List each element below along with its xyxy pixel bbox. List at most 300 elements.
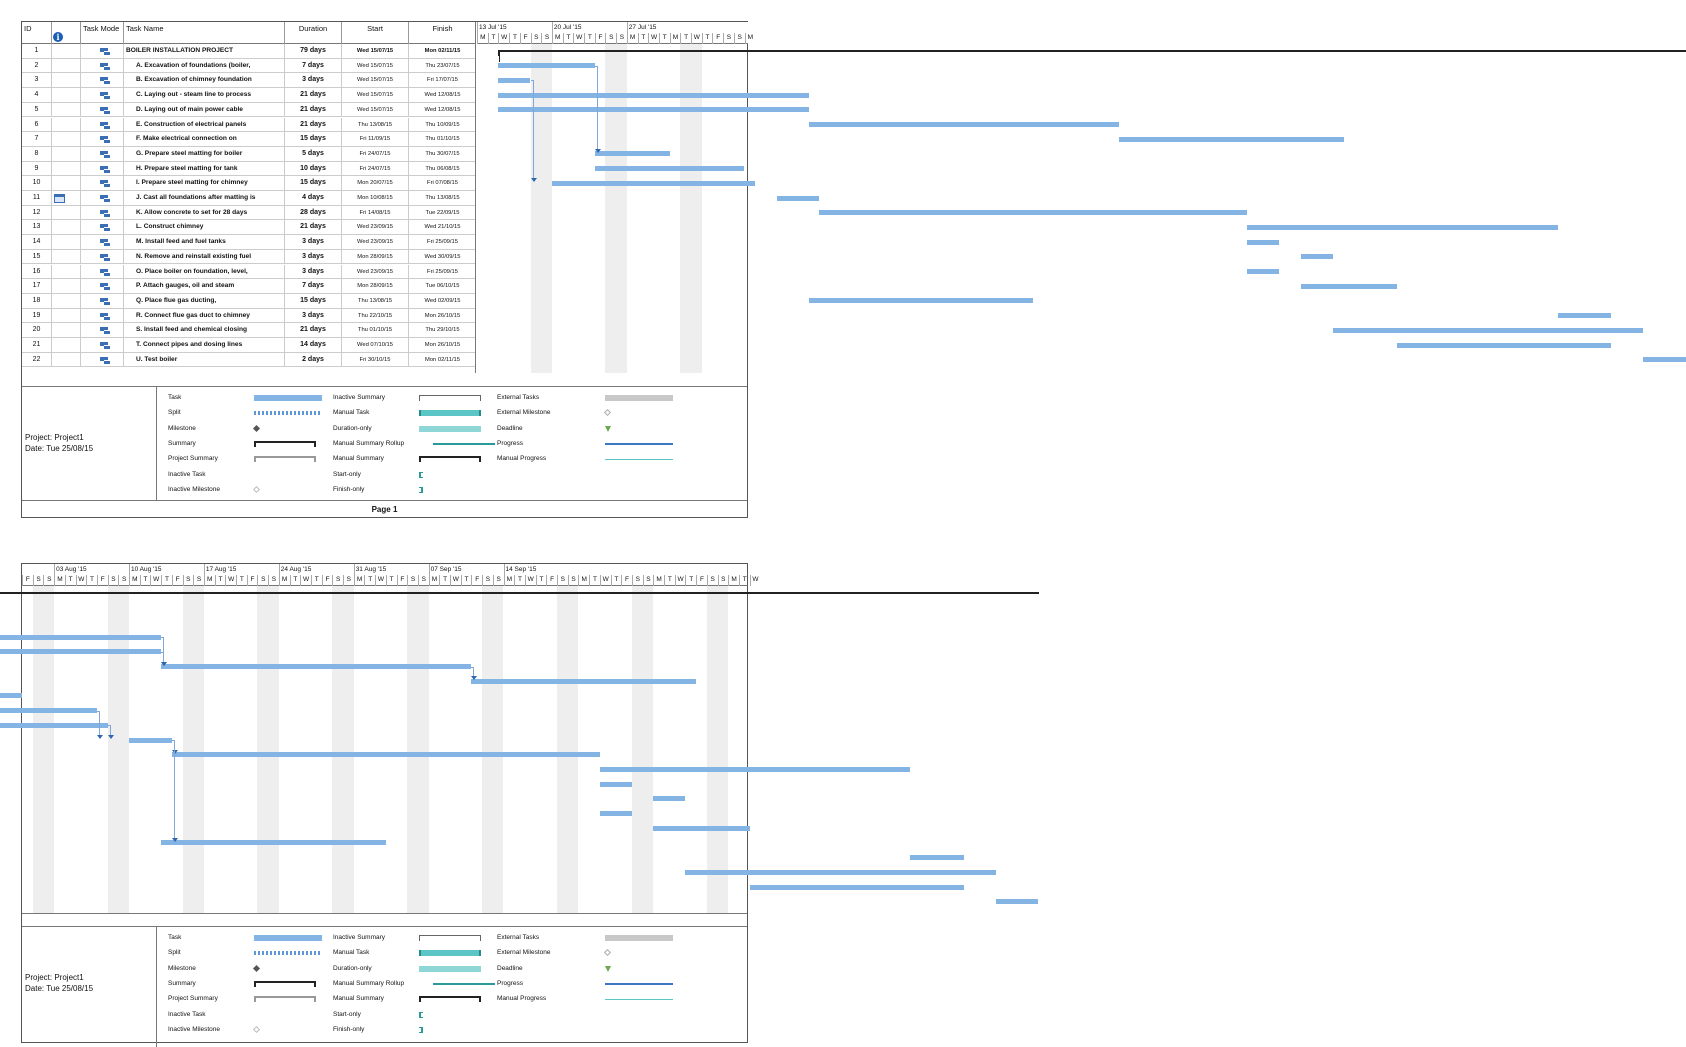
legend-symbol <box>419 1027 423 1033</box>
timescale-week: 03 Aug '15 <box>56 566 87 573</box>
dependency-link <box>172 740 175 839</box>
table-row[interactable] <box>22 294 475 309</box>
timescale-day: S <box>605 33 616 44</box>
row-finish[interactable]: Tue 22/09/15 <box>425 209 460 216</box>
auto-scheduled-icon <box>100 136 110 143</box>
legend-symbol <box>605 966 611 972</box>
timescale-day: S <box>183 575 194 586</box>
row-task-name[interactable]: G. Prepare steel matting for boiler <box>124 147 285 161</box>
legend-label: Duration-only <box>333 964 372 972</box>
table-row[interactable] <box>22 118 475 133</box>
weekend-shade <box>407 586 428 913</box>
task-bar[interactable] <box>600 811 632 816</box>
row-task-name[interactable]: S. Install feed and chemical closing <box>124 323 285 337</box>
row-duration[interactable]: 15 days <box>285 176 342 190</box>
timescale-day: S <box>531 33 542 44</box>
timescale-day: M <box>129 575 140 586</box>
row-duration[interactable]: 3 days <box>285 235 342 249</box>
weekend-shade <box>332 586 353 913</box>
timescale-day: T <box>611 575 622 586</box>
row-task-name[interactable]: D. Laying out of main power cable <box>124 103 285 117</box>
table-row[interactable] <box>22 59 475 74</box>
row-start[interactable]: Wed 15/07/15 <box>342 88 409 102</box>
legend-label: Finish-only <box>333 485 365 493</box>
row-duration[interactable]: 3 days <box>285 250 342 264</box>
legend-label: Finish-only <box>333 1025 365 1033</box>
table-row[interactable] <box>22 235 475 250</box>
row-finish[interactable]: Thu 13/08/15 <box>425 195 460 201</box>
timescale-day: M <box>354 575 365 586</box>
row-finish[interactable]: Mon 02/11/15 <box>424 356 461 363</box>
legend-symbol <box>419 456 481 462</box>
header-start[interactable]: Start <box>342 22 409 44</box>
legend-label: Split <box>168 949 181 957</box>
project-name-page2: Project: Project1 <box>25 973 84 982</box>
legend-label: Manual Summary <box>333 995 384 1003</box>
row-task-mode <box>81 323 124 337</box>
row-finish[interactable]: Wed 12/08/15 <box>424 92 461 99</box>
table-row[interactable] <box>22 323 475 338</box>
row-task-name[interactable]: C. Laying out - steam line to process <box>124 88 285 102</box>
week-divider <box>429 564 430 575</box>
timescale-day: T <box>364 575 375 586</box>
project-info-page2 <box>22 927 157 1047</box>
timescale-day: T <box>685 575 696 586</box>
row-start[interactable]: Fri 11/09/15 <box>342 132 409 146</box>
task-bar[interactable] <box>0 649 161 654</box>
legend-symbol <box>605 443 673 445</box>
task-bar[interactable] <box>552 181 755 186</box>
row-task-name[interactable]: Q. Place flue gas ducting, <box>124 294 285 308</box>
row-duration[interactable]: 21 days <box>285 323 342 337</box>
task-bar[interactable] <box>1397 343 1611 348</box>
row-start[interactable]: Wed 15/07/15 <box>342 103 409 117</box>
auto-scheduled-icon <box>100 180 110 187</box>
legend-symbol <box>253 486 260 493</box>
timescale-day: W <box>648 33 659 44</box>
timescale-day: S <box>407 575 418 586</box>
timescale-day: M <box>429 575 440 586</box>
timescale-day: W <box>76 575 87 586</box>
row-duration[interactable]: 10 days <box>285 162 342 176</box>
header-duration[interactable]: Duration <box>285 22 342 44</box>
row-id: 5 <box>22 103 52 117</box>
row-task-mode <box>81 338 124 352</box>
table-row[interactable] <box>22 103 475 118</box>
timescale-day: F <box>595 33 606 44</box>
row-id: 22 <box>22 353 52 367</box>
timescale-day: S <box>643 575 654 586</box>
legend-label: Milestone <box>168 424 196 432</box>
row-task-name[interactable]: O. Place boiler on foundation, level, <box>124 265 285 279</box>
week-divider <box>477 22 478 33</box>
legend-symbol <box>254 395 322 401</box>
task-bar[interactable] <box>653 826 749 831</box>
timescale-day: S <box>723 33 734 44</box>
auto-scheduled-icon-part <box>104 213 110 217</box>
table-row[interactable] <box>22 73 475 88</box>
row-id: 4 <box>22 88 52 102</box>
page-footer: Page 1 <box>371 505 398 514</box>
task-bar[interactable] <box>809 122 1119 127</box>
auto-scheduled-icon-part <box>104 272 110 276</box>
row-finish[interactable]: Mon 26/10/15 <box>424 342 461 348</box>
row-task-name[interactable]: N. Remove and reinstall existing fuel <box>124 250 285 264</box>
row-task-name[interactable]: A. Excavation of foundations (boiler, <box>124 59 285 73</box>
row-duration[interactable]: 79 days <box>285 44 342 58</box>
timescale-day: M <box>204 575 215 586</box>
timescale-day: T <box>536 575 547 586</box>
timescale-day: W <box>300 575 311 586</box>
task-bar[interactable] <box>1333 328 1643 333</box>
row-task-name[interactable]: J. Cast all foundations after matting is <box>124 191 285 205</box>
task-bar[interactable] <box>653 796 685 801</box>
table-row[interactable] <box>22 147 475 162</box>
row-start[interactable]: Thu 01/10/15 <box>342 323 409 337</box>
auto-scheduled-icon <box>100 151 110 158</box>
row-finish[interactable]: Wed 30/09/15 <box>424 253 461 260</box>
legend-label: External Tasks <box>497 934 540 941</box>
timescale-day: S <box>541 33 552 44</box>
timescale-day: F <box>22 575 33 586</box>
row-task-name[interactable]: U. Test boiler <box>124 353 285 367</box>
task-bar[interactable] <box>498 93 808 98</box>
row-duration[interactable]: 5 days <box>285 147 342 161</box>
row-duration[interactable]: 21 days <box>285 220 342 234</box>
task-bar[interactable] <box>595 151 670 156</box>
auto-scheduled-icon-part <box>104 51 110 55</box>
week-divider <box>129 564 130 575</box>
row-task-name[interactable]: K. Allow concrete to set for 28 days <box>124 206 285 220</box>
gantt-chart-page2 <box>22 564 759 913</box>
legend-label: Inactive Task <box>168 470 206 478</box>
row-id: 7 <box>22 132 52 146</box>
row-indicator <box>52 323 81 337</box>
legend-label: External Tasks <box>497 394 540 401</box>
timescale-day: M <box>745 33 756 44</box>
auto-scheduled-icon <box>100 357 110 364</box>
task-bar[interactable] <box>750 885 964 890</box>
row-duration[interactable]: 3 days <box>285 309 342 323</box>
row-duration[interactable]: 4 days <box>285 191 342 205</box>
timescale-day: M <box>670 33 681 44</box>
task-bar[interactable] <box>819 210 1247 215</box>
table-row[interactable] <box>22 176 475 191</box>
task-bar[interactable] <box>161 664 471 669</box>
task-bar[interactable] <box>0 693 22 698</box>
task-bar[interactable] <box>1301 254 1333 259</box>
legend-label: Deadline <box>497 964 523 972</box>
row-duration[interactable]: 15 days <box>285 294 342 308</box>
task-bar[interactable] <box>0 723 108 728</box>
task-bar[interactable] <box>1247 269 1279 274</box>
legend-symbol <box>254 441 316 447</box>
timescale-day: S <box>568 575 579 586</box>
row-id: 11 <box>22 191 52 205</box>
row-start[interactable]: Wed 15/07/15 <box>342 59 409 73</box>
row-start[interactable]: Wed 15/07/15 <box>342 44 409 58</box>
row-finish[interactable]: Thu 30/07/15 <box>425 150 460 157</box>
timescale-day: S <box>718 575 729 586</box>
legend-label: Milestone <box>168 964 196 972</box>
row-task-mode <box>81 103 124 117</box>
row-finish[interactable]: Fri 17/07/15 <box>427 77 458 84</box>
row-finish[interactable]: Wed 12/08/15 <box>424 106 461 113</box>
row-duration[interactable]: 28 days <box>285 206 342 220</box>
weekend-shade <box>183 586 204 913</box>
row-task-name[interactable]: I. Prepare steel matting for chimney <box>124 176 285 190</box>
table-row[interactable] <box>22 309 475 324</box>
row-task-name[interactable]: P. Attach gauges, oil and steam <box>124 279 285 293</box>
project-name: Project: Project1 <box>25 433 84 442</box>
row-duration[interactable]: 21 days <box>285 118 342 132</box>
row-start[interactable]: Wed 15/07/15 <box>342 73 409 87</box>
task-bar[interactable] <box>471 679 696 684</box>
timescale-day: M <box>728 575 739 586</box>
row-duration[interactable]: 7 days <box>285 59 342 73</box>
row-id: 2 <box>22 59 52 73</box>
table-row[interactable] <box>22 88 475 103</box>
task-bar[interactable] <box>161 840 386 845</box>
row-task-mode <box>81 206 124 220</box>
row-task-mode <box>81 265 124 279</box>
timescale-day: W <box>498 33 509 44</box>
row-finish[interactable]: Tue 06/10/15 <box>425 283 460 290</box>
timescale-day: T <box>488 33 499 44</box>
timescale-week: 10 Aug '15 <box>131 566 162 573</box>
legend-label: Manual Progress <box>497 455 547 463</box>
row-task-mode <box>81 279 124 293</box>
legend-label: Start-only <box>333 1010 361 1018</box>
dependency-arrow <box>172 838 178 842</box>
timescale-day: T <box>439 575 450 586</box>
row-start[interactable]: Mon 20/07/15 <box>342 176 409 190</box>
row-finish[interactable]: Fri 07/08/15 <box>427 180 458 187</box>
summary-bar[interactable] <box>498 50 1686 52</box>
dependency-link <box>531 80 534 179</box>
row-task-name[interactable]: R. Connect flue gas duct to chimney <box>124 309 285 323</box>
row-finish[interactable]: Wed 02/09/15 <box>424 297 461 304</box>
row-id: 14 <box>22 235 52 249</box>
task-bar[interactable] <box>777 196 820 201</box>
week-divider <box>627 22 628 33</box>
dependency-link <box>595 66 598 150</box>
timescale-day: S <box>257 575 268 586</box>
table-spacer-page2 <box>22 913 747 927</box>
row-finish[interactable]: Mon 02/11/15 <box>424 48 461 54</box>
timescale-day: T <box>664 575 675 586</box>
header-task-mode[interactable]: Task Mode <box>81 22 124 44</box>
row-start[interactable]: Fri 30/10/15 <box>342 353 409 367</box>
row-indicator <box>52 147 81 161</box>
auto-scheduled-icon-part <box>104 183 110 187</box>
timescale-week: 13 Jul '15 <box>479 24 507 31</box>
legend-symbol <box>254 935 322 941</box>
task-bar[interactable] <box>1558 313 1612 318</box>
auto-scheduled-icon-part <box>104 95 110 99</box>
task-bar[interactable] <box>1247 240 1279 245</box>
task-bar[interactable] <box>0 708 97 713</box>
calendar-icon <box>54 194 65 203</box>
row-start[interactable]: Wed 23/09/15 <box>342 220 409 234</box>
weekend-shade <box>557 586 578 913</box>
row-start[interactable]: Mon 28/09/15 <box>342 250 409 264</box>
header-indicators[interactable] <box>52 22 81 44</box>
legend-label: Progress <box>497 979 524 987</box>
row-start[interactable]: Wed 23/09/15 <box>342 265 409 279</box>
timescale-day: F <box>546 575 557 586</box>
row-finish[interactable]: Thu 01/10/15 <box>425 136 460 143</box>
task-bar[interactable] <box>498 63 594 68</box>
task-bar[interactable] <box>996 899 1039 904</box>
table-row[interactable] <box>22 265 475 280</box>
row-indicator <box>52 103 81 117</box>
header-id[interactable]: ID <box>22 22 52 44</box>
task-bar[interactable] <box>129 738 172 743</box>
timescale-day: T <box>65 575 76 586</box>
row-duration[interactable]: 7 days <box>285 279 342 293</box>
task-bar[interactable] <box>498 78 530 83</box>
timescale-day: T <box>461 575 472 586</box>
table-row[interactable] <box>22 162 475 177</box>
row-start[interactable]: Mon 10/08/15 <box>342 191 409 205</box>
task-bar[interactable] <box>1301 284 1397 289</box>
timescale-day: W <box>375 575 386 586</box>
task-bar[interactable] <box>0 635 161 640</box>
gantt-chart-page1 <box>477 22 754 373</box>
row-finish[interactable]: Thu 06/08/15 <box>425 165 460 172</box>
row-start[interactable]: Thu 13/08/15 <box>342 294 409 308</box>
row-id: 3 <box>22 73 52 87</box>
task-bar[interactable] <box>809 298 1034 303</box>
row-finish[interactable]: Fri 25/09/15 <box>427 239 458 246</box>
row-start[interactable]: Thu 22/10/15 <box>342 309 409 323</box>
row-start[interactable]: Wed 07/10/15 <box>342 338 409 352</box>
row-finish[interactable]: Fri 25/09/15 <box>427 268 458 275</box>
row-task-name[interactable]: T. Connect pipes and dosing lines <box>124 338 285 352</box>
legend-symbol <box>605 935 673 941</box>
row-id: 19 <box>22 309 52 323</box>
timescale-day: W <box>691 33 702 44</box>
row-indicator <box>52 44 81 58</box>
weekend-shade <box>482 586 503 913</box>
table-row[interactable] <box>22 191 475 206</box>
row-start[interactable]: Fri 24/07/15 <box>342 147 409 161</box>
row-task-name[interactable]: BOILER INSTALLATION PROJECT <box>124 44 285 58</box>
timescale-day: T <box>638 33 649 44</box>
timescale-day: T <box>86 575 97 586</box>
timescale-day: S <box>332 575 343 586</box>
row-duration[interactable]: 21 days <box>285 103 342 117</box>
row-finish[interactable]: Thu 23/07/15 <box>425 62 460 69</box>
timescale-day: W <box>675 575 686 586</box>
legend-label: Manual Progress <box>497 995 547 1003</box>
row-indicator <box>52 59 81 73</box>
row-duration[interactable]: 21 days <box>285 88 342 102</box>
legend-symbol <box>254 456 316 462</box>
row-duration[interactable]: 3 days <box>285 73 342 87</box>
project-date: Date: Tue 25/08/15 <box>25 444 94 453</box>
auto-scheduled-icon <box>100 48 110 55</box>
row-finish[interactable]: Thu 29/10/15 <box>425 327 460 334</box>
row-start[interactable]: Thu 13/08/15 <box>342 118 409 132</box>
header-task-name[interactable]: Task Name <box>124 22 285 44</box>
row-task-name[interactable]: H. Prepare steel matting for tank <box>124 162 285 176</box>
row-duration[interactable]: 3 days <box>285 265 342 279</box>
table-row[interactable] <box>22 250 475 265</box>
table-row[interactable] <box>22 132 475 147</box>
table-row[interactable] <box>22 338 475 353</box>
row-duration[interactable]: 15 days <box>285 132 342 146</box>
legend-label: External Milestone <box>497 409 551 417</box>
summary-bar[interactable] <box>0 592 1039 594</box>
table-row[interactable] <box>22 44 475 59</box>
row-task-mode <box>81 353 124 367</box>
legend-label: Manual Summary Rollup <box>333 439 405 447</box>
task-bar[interactable] <box>498 107 808 112</box>
row-task-name[interactable]: F. Make electrical connection on <box>124 132 285 146</box>
row-task-name[interactable]: E. Construction of electrical panels <box>124 118 285 132</box>
task-bar[interactable] <box>600 782 632 787</box>
task-bar[interactable] <box>1247 225 1557 230</box>
task-bar[interactable] <box>1119 137 1344 142</box>
task-bar[interactable] <box>600 767 910 772</box>
task-bar[interactable] <box>172 752 600 757</box>
task-bar[interactable] <box>595 166 745 171</box>
table-row[interactable] <box>22 220 475 235</box>
task-bar[interactable] <box>685 870 995 875</box>
row-finish[interactable]: Mon 26/10/15 <box>424 312 461 319</box>
timescale-day: W <box>573 33 584 44</box>
timescale-day: S <box>108 575 119 586</box>
table-row[interactable] <box>22 353 475 368</box>
dependency-link <box>97 711 100 736</box>
table-row[interactable] <box>22 206 475 221</box>
legend-label: Summary <box>168 979 196 987</box>
task-bar[interactable] <box>1643 357 1686 362</box>
header-finish[interactable]: Finish <box>432 24 453 33</box>
row-start[interactable]: Fri 24/07/15 <box>342 162 409 176</box>
row-indicator <box>52 206 81 220</box>
row-task-mode <box>81 176 124 190</box>
row-task-mode <box>81 191 124 205</box>
row-start[interactable]: Mon 28/09/15 <box>342 279 409 293</box>
row-task-mode <box>81 147 124 161</box>
row-task-name[interactable]: L. Construct chimney <box>124 220 285 234</box>
row-task-name[interactable]: B. Excavation of chimney foundation <box>124 73 285 87</box>
legend-symbol <box>605 999 673 1000</box>
row-finish[interactable]: Thu 10/09/15 <box>425 121 460 128</box>
table-row[interactable] <box>22 279 475 294</box>
timescale-day: S <box>734 33 745 44</box>
row-duration[interactable]: 14 days <box>285 338 342 352</box>
auto-scheduled-icon-part <box>104 316 110 320</box>
row-start[interactable]: Fri 14/08/15 <box>342 206 409 220</box>
row-id: 15 <box>22 250 52 264</box>
legend-symbol <box>605 459 673 460</box>
row-finish[interactable]: Wed 21/10/15 <box>424 224 461 231</box>
row-start[interactable]: Wed 23/09/15 <box>342 235 409 249</box>
row-task-name[interactable]: M. Install feed and fuel tanks <box>124 235 285 249</box>
timescale-day: F <box>696 575 707 586</box>
task-bar[interactable] <box>910 855 964 860</box>
row-duration[interactable]: 2 days <box>285 353 342 367</box>
legend-symbol <box>253 1026 260 1033</box>
auto-scheduled-icon <box>100 210 110 217</box>
row-indicator <box>52 132 81 146</box>
row-task-mode <box>81 250 124 264</box>
legend-symbol <box>419 935 481 941</box>
